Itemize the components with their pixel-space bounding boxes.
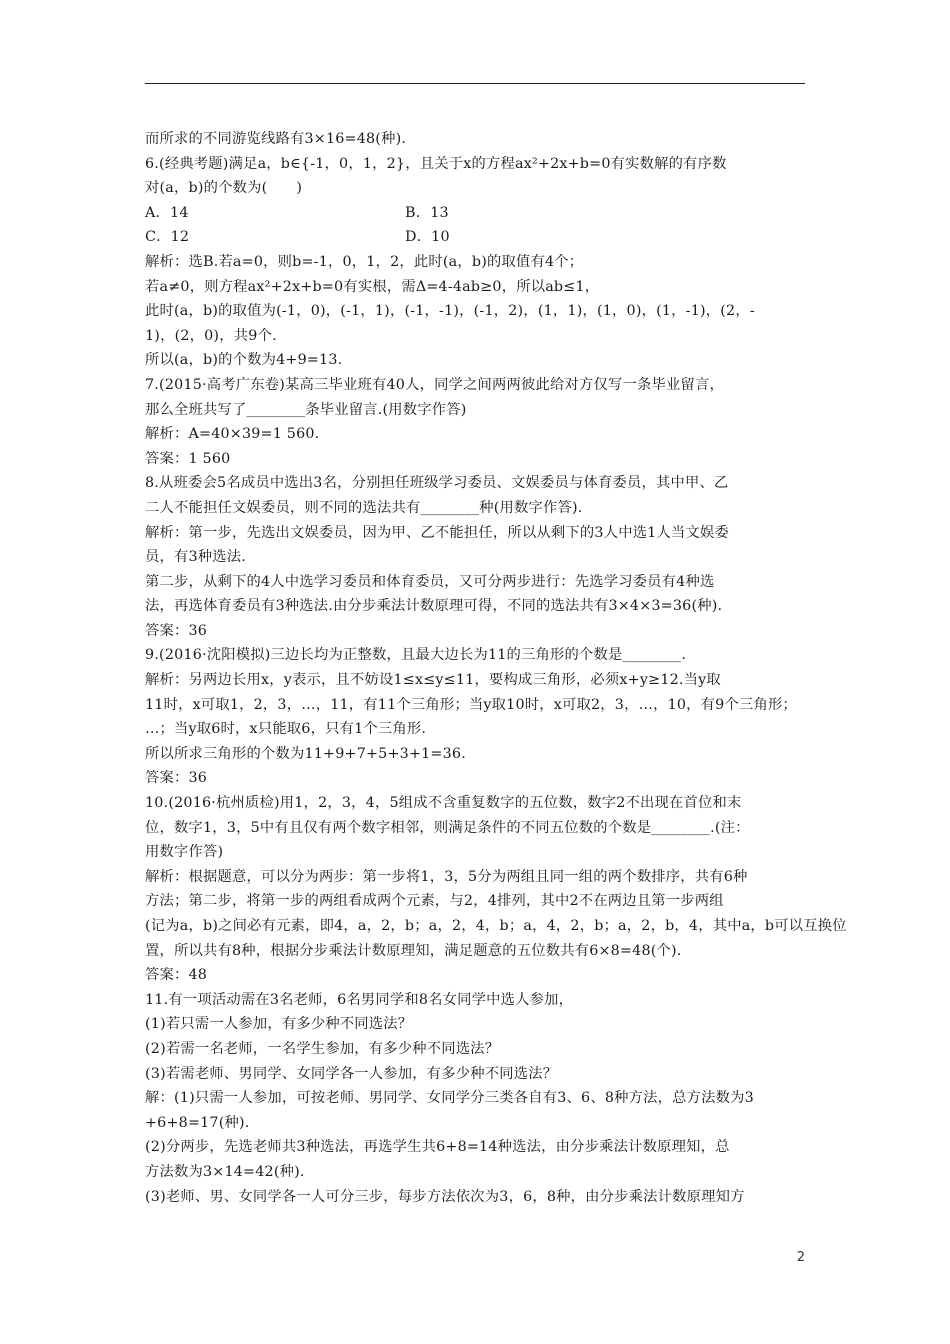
- answer-line: 答案：36: [145, 770, 208, 787]
- text-line: 方法数为3×14=42(种).: [145, 1163, 305, 1180]
- text-line: 置，所以共有8种，根据分步乘法计数原理知，满足题意的五位数共有6×8=48(个).: [145, 942, 682, 959]
- options-row-ab: [145, 201, 810, 226]
- question-9-stem: 9.(2016·沈阳模拟)三边长均为正整数，且最大边长为11的三角形的个数是________.: [145, 647, 687, 664]
- header-rule: [145, 83, 805, 84]
- option-a: A．14: [145, 204, 189, 221]
- text-line: (3)老师、男、女同学各一人可分三步，每步方法依次为3，6，8种，由分步乘法计数原理知方: [145, 1188, 745, 1205]
- text-line: 解析：根据题意，可以分为两步：第一步将1，3，5分为两组且同一组的两个数排序，共有6种: [145, 868, 748, 885]
- question-10-stem: 10.(2016·杭州质检)用1，2，3，4，5组成不含重复数字的五位数，数字2不出现在首位和末: [145, 795, 742, 812]
- text-line: 解析：第一步，先选出文娱委员，因为甲、乙不能担任，所以从剩下的3人中选1人当文娱委: [145, 524, 729, 541]
- text-line: +6+8=17(种).: [145, 1114, 250, 1131]
- text-line: 若a≠0，则方程ax²+2x+b=0有实根，需Δ=4-4ab≥0，所以ab≤1，: [145, 278, 600, 295]
- options-row-cd: [145, 225, 810, 250]
- text-line: 二人不能担任文娱委员，则不同的选法共有________种(用数字作答).: [145, 499, 583, 516]
- answer-line: 答案：48: [145, 967, 208, 984]
- option-c: C．12: [145, 229, 190, 246]
- text-line: 11时，x可取1，2，3，…，11，有11个三角形；当y取10时，x可取2，3，…，10，有9个三角形；: [145, 696, 797, 713]
- option-d: D．10: [405, 229, 450, 246]
- text-line: (1)若只需一人参加，有多少种不同选法？: [145, 1016, 413, 1033]
- text-line: (2)分两步，先选老师共3种选法，再选学生共6+8=14种选法，由分步乘法计数原理知，总: [145, 1139, 730, 1156]
- text-line: 所以(a，b)的个数为4+9=13.: [145, 352, 343, 369]
- text-line: 位，数字1，3，5中有且仅有两个数字相邻，则满足条件的不同五位数的个数是________.(注：: [145, 819, 750, 836]
- answer-line: 答案：1 560: [145, 450, 231, 467]
- text-line: 解析：选B.若a=0，则b=-1，0，1，2，此时(a，b)的取值有4个；: [145, 253, 584, 270]
- text-line: 用数字作答): [145, 844, 224, 861]
- text-line: (记为a，b)之间必有元素，即4，a，2，b；a，2，4，b；a，4，2，b；a，2，b，4，其中a，b可以互换位: [145, 918, 847, 934]
- text-line: 解析：另两边长用x，y表示，且不妨设1≤x≤y≤11，要构成三角形，必须x+y≥12.当y取: [145, 672, 721, 689]
- text-line: 员，有3种选法.: [145, 549, 247, 566]
- question-6-stem: 6.(经典考题)满足a，b∈{-1，0，1，2}，且关于x的方程ax²+2x+b=0有实数解的有序数: [145, 155, 727, 172]
- text-line: 方法；第二步，将第一步的两组看成两个元素，与2，4排列，其中2不在两边且第一步两组: [145, 893, 724, 910]
- text-line: 那么全班共写了________条毕业留言.(用数字作答): [145, 401, 467, 418]
- question-7-stem: 7.(2015·高考广东卷)某高三毕业班有40人，同学之间两两彼此给对方仅写一条毕业留言，: [145, 376, 725, 393]
- text-line: …；当y取6时，x只能取6，只有1个三角形.: [145, 721, 427, 738]
- text-line: 1)，(2，0)，共9个.: [145, 327, 277, 344]
- text-line: 解析：A=40×39=1 560.: [145, 426, 320, 443]
- option-b: B．13: [405, 204, 449, 221]
- page-number: 2: [796, 1250, 805, 1265]
- text-line: 对(a，b)的个数为( ): [145, 180, 303, 197]
- document-body: [145, 127, 847, 1209]
- question-11-stem: 11.有一项活动需在3名老师，6名男同学和8名女同学中选人参加，: [145, 991, 574, 1008]
- text-line: 法，再选体育委员有3种选法.由分步乘法计数原理可得，不同的选法共有3×4×3=36(种).: [145, 598, 723, 615]
- text-line: 而所求的不同游览线路有3×16=48(种).: [145, 131, 407, 147]
- question-8-stem: 8.从班委会5名成员中选出3名，分别担任班级学习委员、文娱委员与体育委员，其中甲、乙: [145, 475, 729, 492]
- answer-line: 答案：36: [145, 622, 208, 639]
- text-line: (2)若需一名老师，一名学生参加，有多少种不同选法？: [145, 1040, 500, 1057]
- text-line: 第二步，从剩下的4人中选学习委员和体育委员，又可分两步进行：先选学习委员有4种选: [145, 573, 715, 590]
- text-line: 所以所求三角形的个数为11+9+7+5+3+1=36.: [145, 745, 466, 762]
- text-line: 解：(1)只需一人参加，可按老师、男同学、女同学分三类各自有3、6、8种方法，总方法数为3: [145, 1090, 754, 1107]
- text-line: 此时(a，b)的取值为(-1，0)，(-1，1)，(-1，-1)，(-1，2)，(1，1)，(1，0)，(1，-1)，(2，-: [145, 303, 755, 320]
- text-line: (3)若需老师、男同学、女同学各一人参加，有多少种不同选法？: [145, 1065, 558, 1082]
